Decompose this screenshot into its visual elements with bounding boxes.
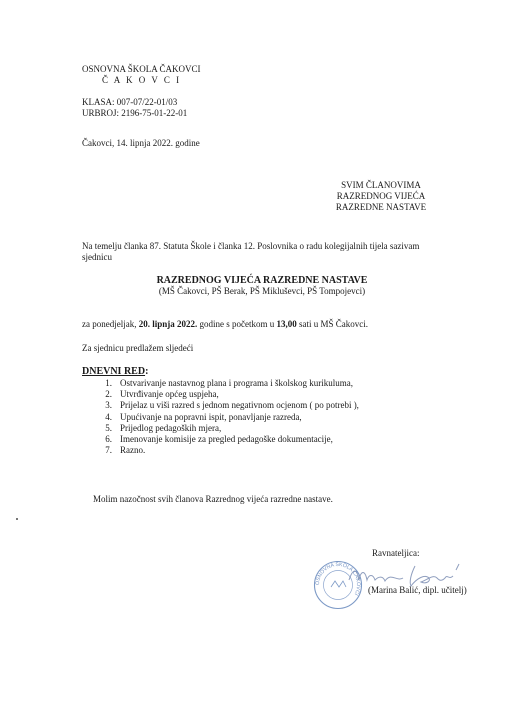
agenda-item-number: 4.: [105, 411, 112, 422]
school-header: [82, 64, 242, 86]
agenda-item-number: 3.: [105, 400, 112, 411]
recipient-block: [316, 180, 446, 213]
intro-paragraph: Na temelju članka 87. Statuta Škole i članka 12. Poslovnika o radu kolegijalnih tijela sazivam sjednicu: [82, 241, 420, 262]
agenda-item: [82, 412, 359, 423]
agenda-item: [82, 400, 359, 411]
meeting-line: [82, 319, 462, 330]
agenda-item-number: 1.: [105, 378, 112, 388]
propose-line: Za sjednicu predlažem sljedeći: [82, 343, 194, 353]
agenda-item-text: Razno.: [120, 445, 146, 456]
agenda-item-text: Prijelaz u viši razred s jednom negativnom ocjenom ( po potrebi ),: [120, 400, 359, 411]
agenda-item-number: 5.: [105, 422, 112, 433]
agenda-heading: [82, 366, 148, 377]
agenda-item-text: Imenovanje komisije za pregled pedagoške dokumentacije,: [120, 434, 333, 445]
klasa-number: KLASA: 007-07/22-01/03: [82, 97, 178, 107]
agenda-heading-text: DNEVNI RED: [82, 366, 146, 377]
agenda-item-number: 2.: [105, 389, 112, 400]
council-locations: (MŠ Čakovci, PŠ Berak, PŠ Mikluševci, PŠ Tompojevci): [158, 286, 366, 296]
agenda-item-number: 7.: [105, 445, 112, 456]
agenda-item: [82, 445, 359, 456]
agenda-item-text: Utvrđivanje općeg uspjeha,: [120, 389, 219, 400]
closing-line: Molim nazočnost svih članova Razrednog vijeća razredne nastave.: [93, 494, 333, 504]
council-block: [82, 275, 442, 297]
agenda-item-text: Prijedlog pedagoških mjera,: [120, 422, 222, 433]
stamp-text: OSNOVNA ŠKOLA ČAKOVCI: [314, 561, 362, 597]
signature-title: Ravnateljica:: [372, 548, 420, 558]
reference-block: [82, 97, 187, 119]
agenda-item-number: 6.: [105, 434, 112, 445]
agenda-item: [82, 423, 359, 434]
agenda-item-text: Upućivanje na popravni ispit, ponavljanje razreda,: [120, 411, 302, 422]
meeting-time: 13,00: [276, 319, 297, 329]
signature-name: (Marina Balić, dipl. učitelj): [368, 585, 467, 595]
meeting-prefix: za ponedjeljak,: [82, 319, 137, 329]
school-name: OSNOVNA ŠKOLA ČAKOVCI: [82, 64, 201, 74]
agenda-item: [82, 378, 359, 389]
agenda-heading-colon: :: [145, 366, 149, 377]
urbroj-number: URBROJ: 2196-75-01-22-01: [82, 108, 188, 118]
meeting-mid: godine s početkom u: [199, 319, 275, 329]
agenda-item: [82, 389, 359, 400]
agenda-list: [82, 378, 359, 456]
meeting-suffix: sati u MŠ Čakovci.: [299, 319, 368, 329]
scan-artifact: [16, 518, 18, 520]
school-city: Č A K O V C I: [102, 75, 182, 85]
council-title: RAZREDNOG VIJEĆA RAZREDNE NASTAVE: [156, 275, 368, 286]
agenda-item-text: Ostvarivanje nastavnog plana i programa i školskog kurikuluma,: [120, 378, 353, 388]
recipient-line-1: SVIM ČLANOVIMA RAZREDNOG VIJEĆA: [336, 180, 426, 201]
recipient-line-2: RAZREDNE NASTAVE: [335, 202, 427, 212]
meeting-date: 20. lipnja 2022.: [138, 319, 198, 329]
document-date: Čakovci, 14. lipnja 2022. godine: [82, 138, 200, 148]
agenda-item: [82, 434, 359, 445]
